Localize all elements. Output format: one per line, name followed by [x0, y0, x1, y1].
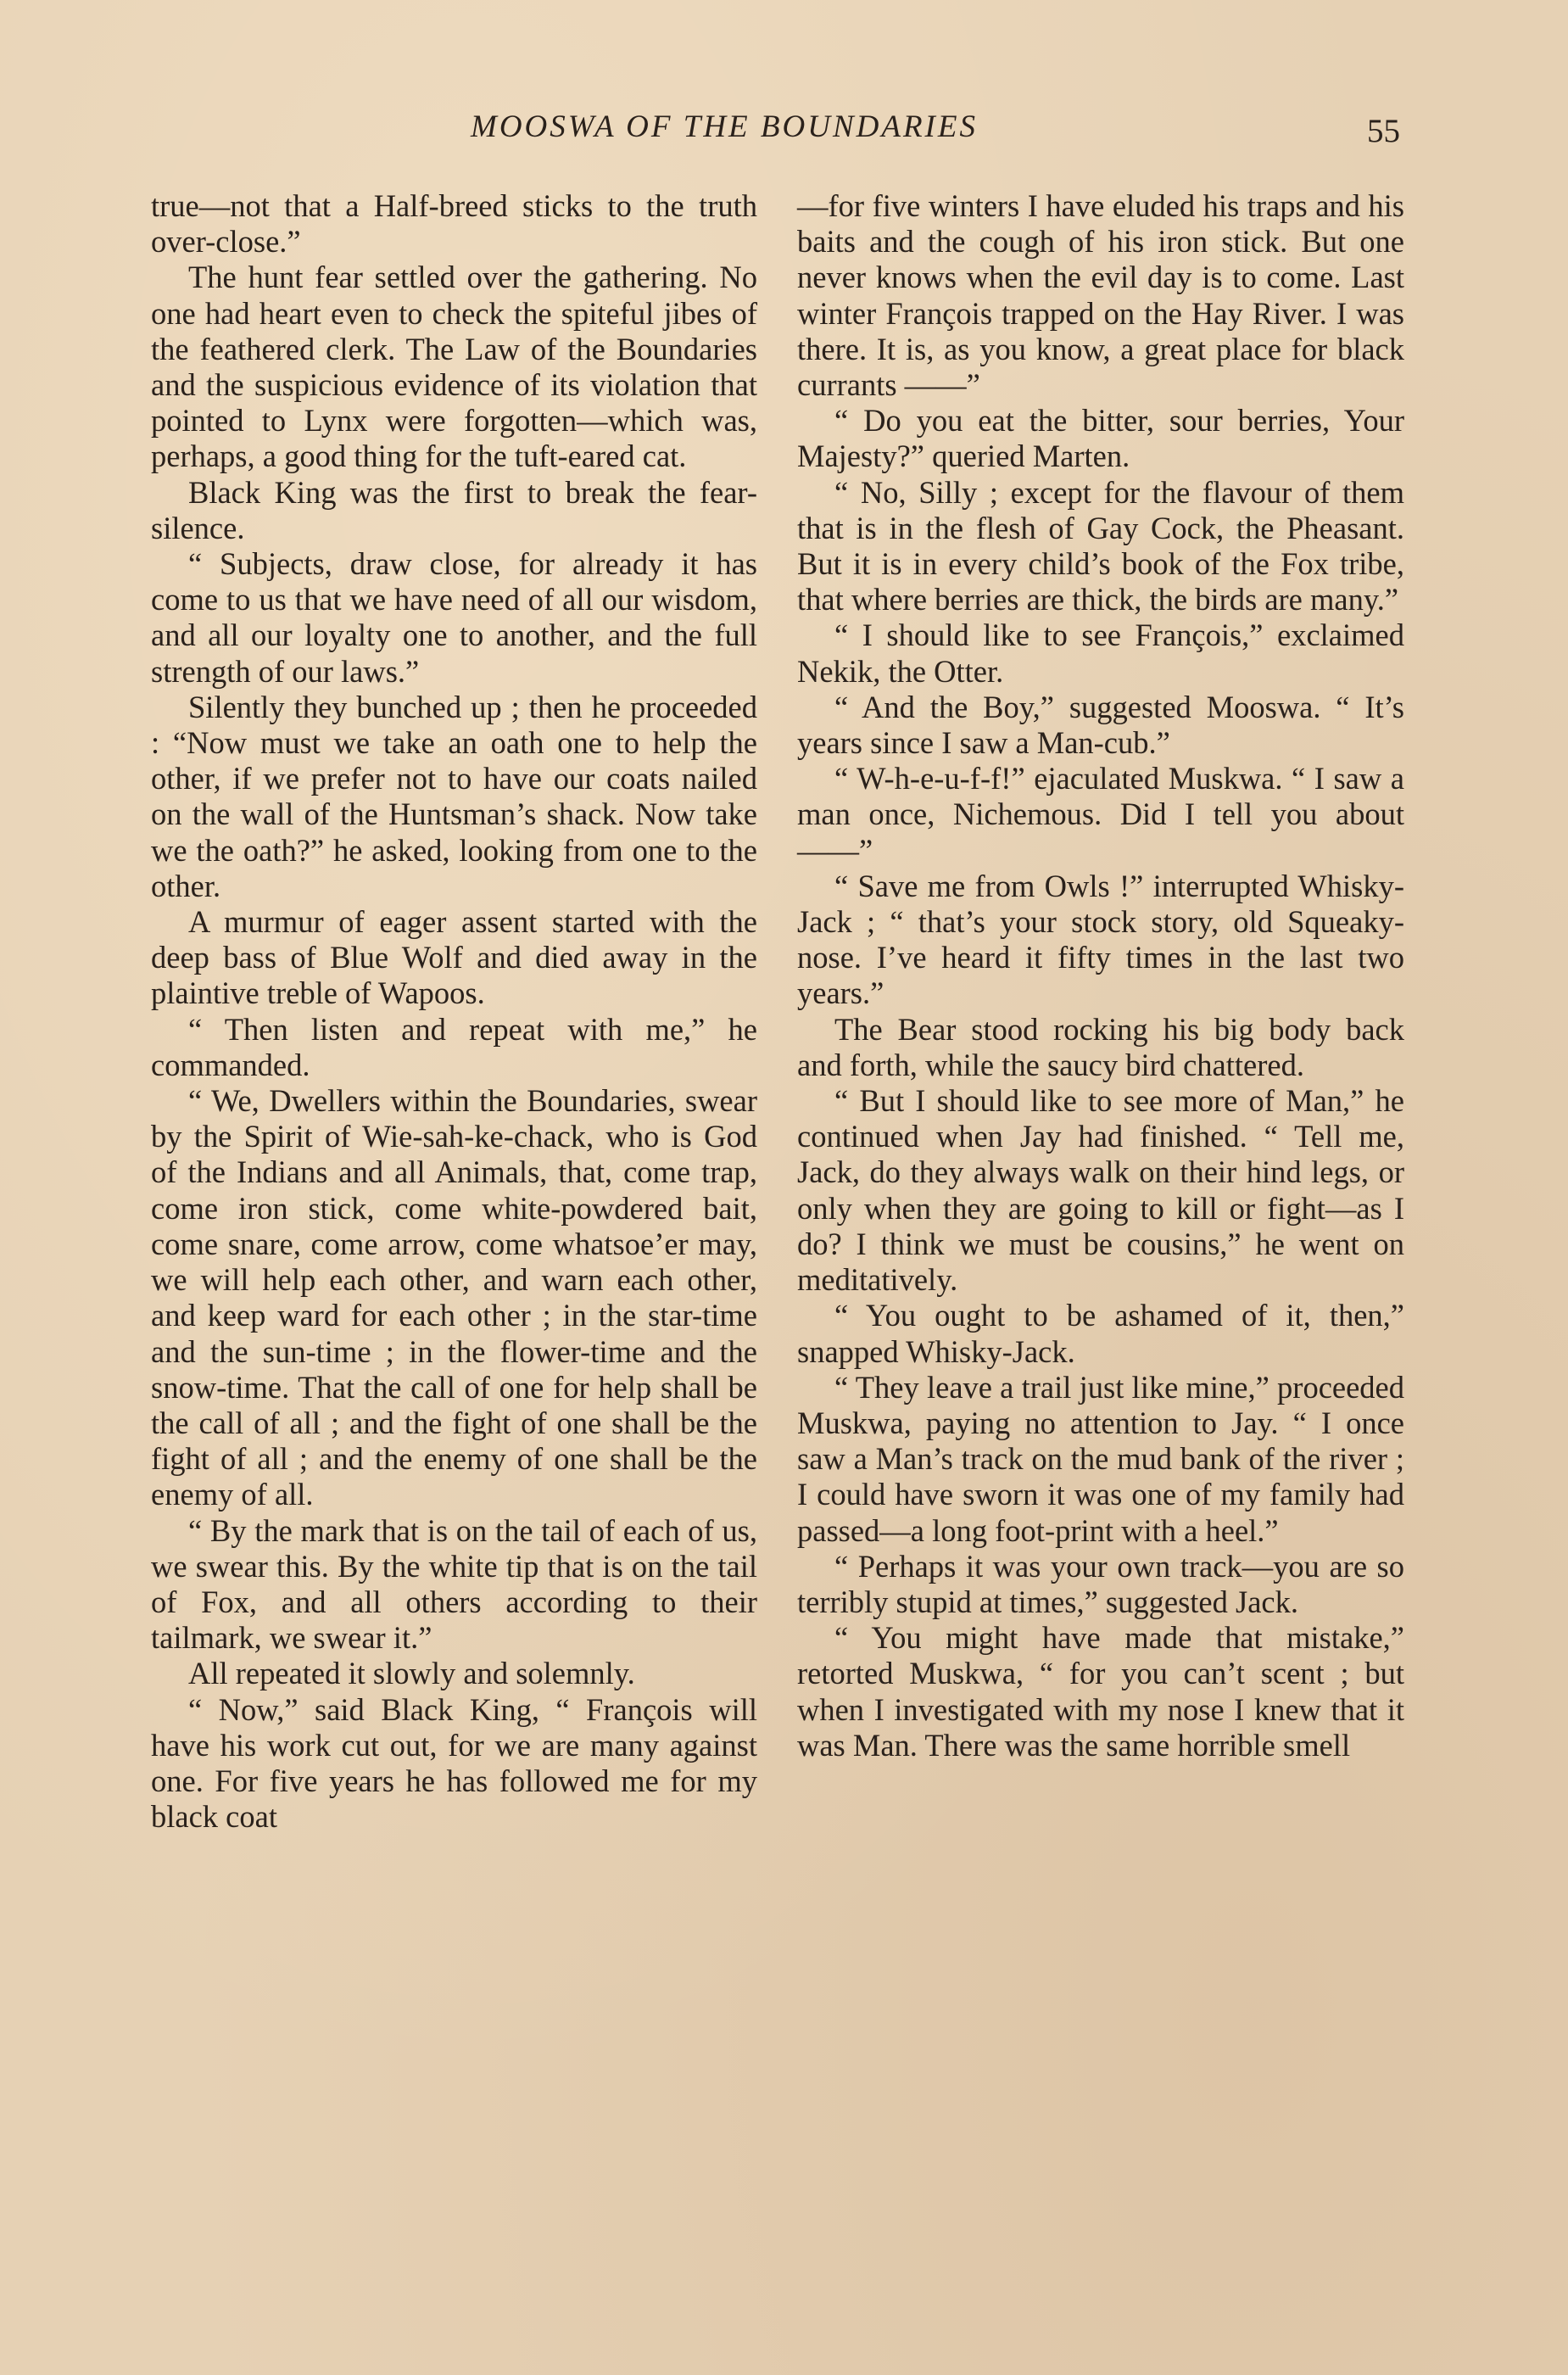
paragraph: “ Do you eat the bitter, sour berries, Your Majesty?” queried Marten.	[797, 403, 1404, 474]
paragraph: “ You might have made that mistake,” retorted Muskwa, “ for you can’t scent ; but when I investigated with my nose I knew that it was Man. There was the same horrible smell	[797, 1620, 1404, 1763]
paragraph: The Bear stood rocking his big body back and forth, while the saucy bird chattered.	[797, 1011, 1404, 1082]
paragraph: true—not that a Half-breed sticks to the truth over-close.”	[151, 188, 757, 260]
paragraph: Black King was the first to break the fear-silence.	[151, 474, 757, 545]
paragraph: —for five winters I have eluded his traps and his baits and the cough of his iron stick. But one never knows when the evil day is to come. Last winter François trapped on the Hay River. I was there. It is, as you know, a great place for black currants ——”	[797, 188, 1404, 403]
paragraph: “ Save me from Owls !” interrupted Whisky-Jack ; “ that’s your stock story, old Squeaky-nose. I’ve heard it fifty times in the last two years.”	[797, 868, 1404, 1011]
paragraph: “ We, Dwellers within the Boundaries, swear by the Spirit of Wie-sah-ke-chack, who is God of the Indians and all Animals, that, come trap, come iron stick, come white-powdered bait, come snare, come arrow, come whatsoe’er may, we will help each other, and warn each other, and keep ward for each other ; in the star-time and the sun-time ; in the flower-time and the snow-time. That the call of one for help shall be the call of all ; and the fight of one shall be the fight of all ; and the enemy of one shall be the enemy of all.	[151, 1083, 757, 1512]
paragraph: “ W-h-e-u-f-f!” ejaculated Muskwa. “ I saw a man once, Nichemous. Did I tell you about——”	[797, 761, 1404, 868]
paragraph: “ I should like to see François,” exclaimed Nekik, the Otter.	[797, 618, 1404, 689]
page-header	[0, 109, 1568, 159]
left-column	[151, 188, 757, 1835]
paragraph: “ You ought to be ashamed of it, then,” snapped Whisky-Jack.	[797, 1298, 1404, 1369]
paragraph: “ No, Silly ; except for the flavour of them that is in the flesh of Gay Cock, the Pheasant. But it is in every child’s book of the Fox tribe, that where berries are thick, the birds are many.”	[797, 474, 1404, 618]
running-title: MOOSWA OF THE BOUNDARIES	[471, 109, 978, 144]
paragraph: “ They leave a trail just like mine,” proceeded Muskwa, paying no attention to Jay. “ I once saw a Man’s track on the mud bank of the river ; I could have sworn it was one of my family had passed—a long foot-print with a heel.”	[797, 1369, 1404, 1548]
paragraph: “ Then listen and repeat with me,” he commanded.	[151, 1011, 757, 1082]
paragraph: “ But I should like to see more of Man,” he continued when Jay had finished. “ Tell me, Jack, do they always walk on their hind legs, or only when they are going to kill or fight—as I do? I think we must be cousins,” he went on meditatively.	[797, 1083, 1404, 1298]
paragraph: “ Now,” said Black King, “ François will have his work cut out, for we are many against one. For five years he has followed me for my black coat	[151, 1691, 757, 1835]
paragraph: “ By the mark that is on the tail of each of us, we swear this. By the white tip that is on the tail of Fox, and all others according to their tailmark, we swear it.”	[151, 1512, 757, 1656]
paragraph: A murmur of eager assent started with the deep bass of Blue Wolf and died away in the plaintive treble of Wapoos.	[151, 904, 757, 1011]
page-number: 55	[1367, 113, 1400, 149]
paragraph: Silently they bunched up ; then he proceeded : “Now must we take an oath one to help the other, if we prefer not to have our coats nailed on the wall of the Huntsman’s shack. Now take we the oath?” he asked, looking from one to the other.	[151, 689, 757, 903]
paragraph: “ And the Boy,” suggested Mooswa. “ It’s years since I saw a Man-cub.”	[797, 689, 1404, 761]
paragraph: The hunt fear settled over the gathering. No one had heart even to check the spiteful jibes of the feathered clerk. The Law of the Boundaries and the suspicious evidence of its violation that pointed to Lynx were forgotten—which was, perhaps, a good thing for the tuft-eared cat.	[151, 260, 757, 474]
paragraph: All repeated it slowly and solemnly.	[188, 1656, 635, 1691]
paragraph: “ Subjects, draw close, for already it has come to us that we have need of all our wisdom, and all our loyalty one to another, and the full strength of our laws.”	[151, 546, 757, 689]
paragraph: “ Perhaps it was your own track—you are so terribly stupid at times,” suggested Jack.	[797, 1548, 1404, 1619]
right-column	[797, 188, 1404, 1763]
